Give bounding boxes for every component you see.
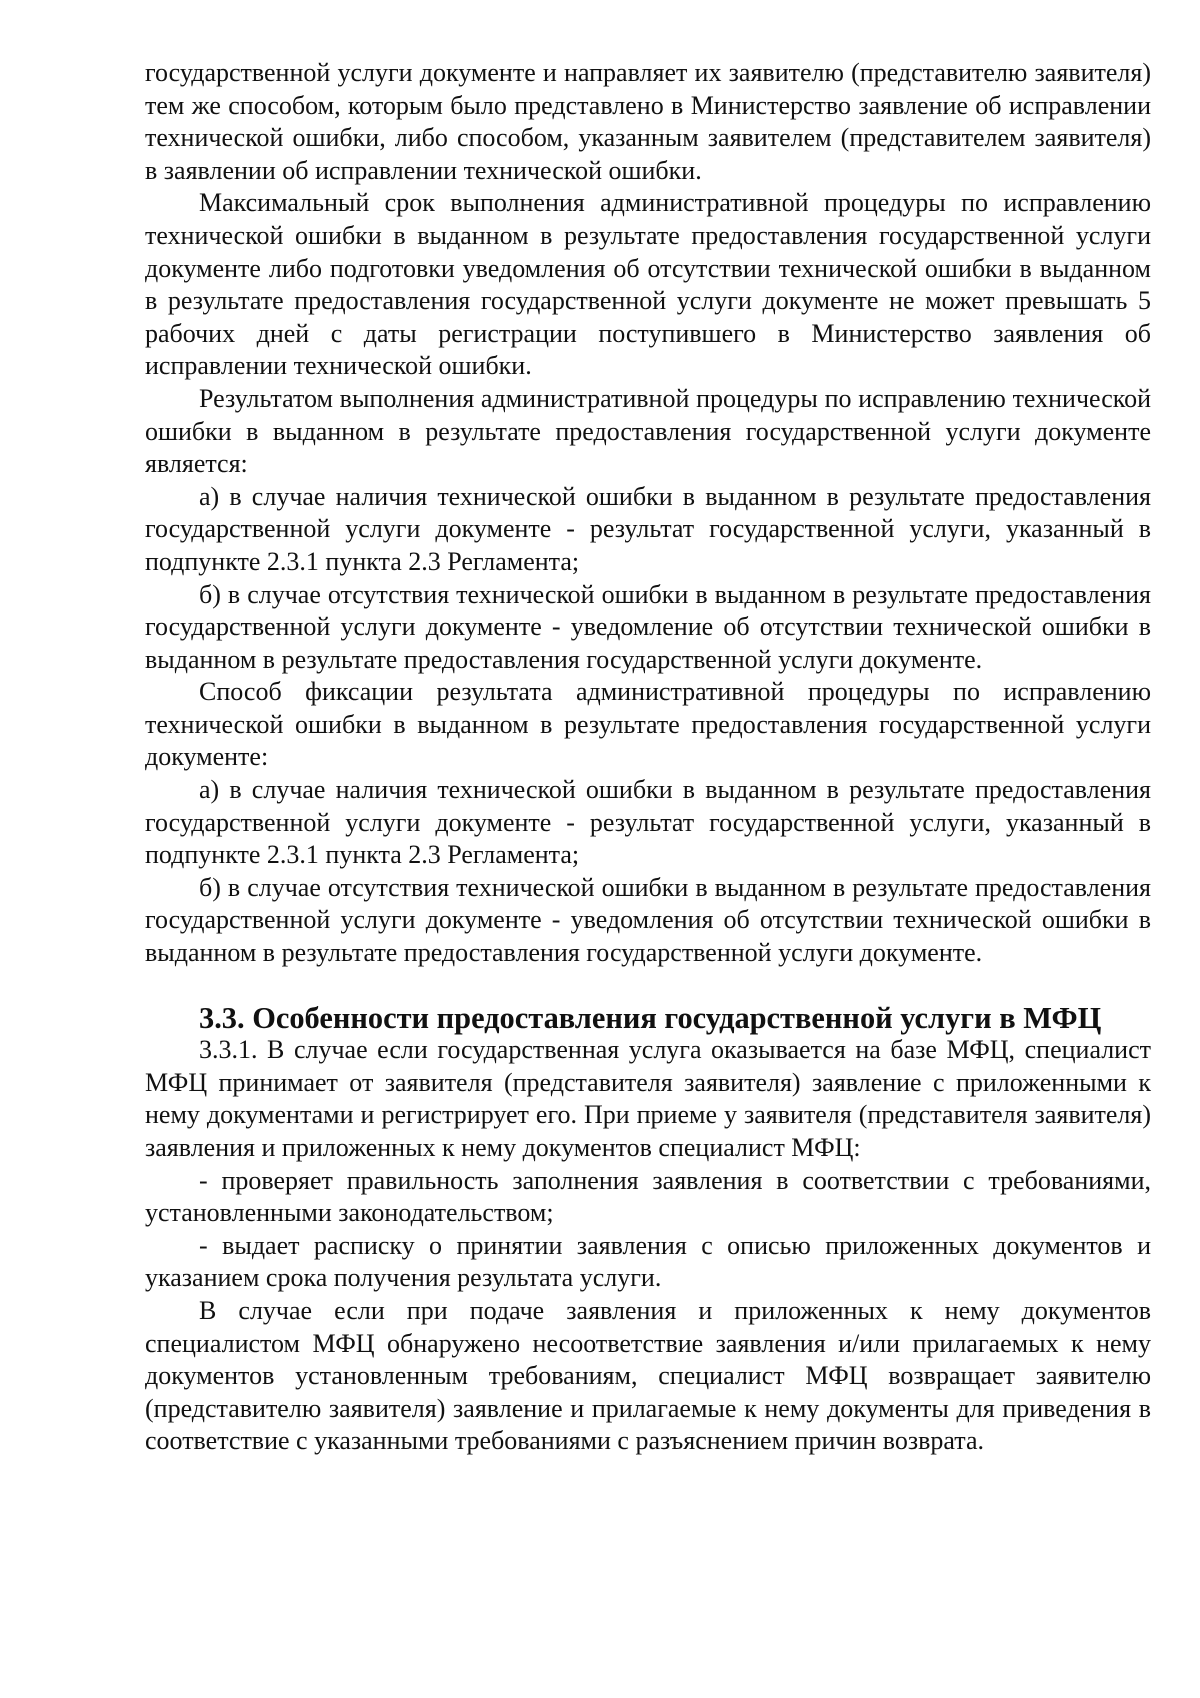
list-item-checks: - проверяет правильность заполнения заявления в соответствии с требованиями, установленными законодательством;: [145, 1165, 1151, 1228]
list-item-result-b: б) в случае отсутствия технической ошибки в выданном в результате предоставления государственной услуги документе - уведомление об отсутствии технической ошибки в выданном в результате предоставления государственной услуги документе.: [145, 579, 1151, 674]
document-body: [145, 57, 1151, 1458]
paragraph-return: В случае если при подаче заявления и приложенных к нему документов специалистом МФЦ обнаружено несоответствие заявления и/или прилагаемых к нему документов установленным требованиям, специалист МФЦ возвращает заявителю (представителю заявителя) заявление и прилагаемые к нему документы для приведения в соответствие с указанными требованиями с разъяснением причин возврата.: [145, 1295, 1151, 1456]
paragraph-result: Результатом выполнения административной процедуры по исправлению технической ошибки в выданном в результате предоставления государственной услуги документе является:: [145, 383, 1151, 479]
list-item-fixation-b: б) в случае отсутствия технической ошибки в выданном в результате предоставления государственной услуги документе - уведомления об отсутствии технической ошибки в выданном в результате предоставления государственной услуги документе.: [145, 872, 1151, 968]
paragraph-continuation: государственной услуги документе и направляет их заявителю (представителю заявителя) тем же способом, которым было представлено в Министерство заявление об исправлении технической ошибки, либо способом, указанным заявителем (представителем заявителя) в заявлении об исправлении технической ошибки.: [145, 58, 1151, 185]
list-item-receipt: - выдает расписку о принятии заявления с описью приложенных документов и указанием срока получения результата услуги.: [145, 1230, 1151, 1293]
list-item-result-a: а) в случае наличия технической ошибки в выданном в результате предоставления государственной услуги документе - результат государственной услуги, указанный в подпункте 2.3.1 пункта 2.3 Регламента;: [145, 481, 1151, 576]
paragraph-fixation-method: Способ фиксации результата административной процедуры по исправлению технической ошибки в выданном в результате предоставления государственной услуги документе:: [145, 677, 1151, 772]
section-heading: 3.3. Особенности предоставления государственной услуги в МФЦ: [199, 1000, 1102, 1035]
list-item-fixation-a: а) в случае наличия технической ошибки в выданном в результате предоставления государственной услуги документе - результат государственной услуги, указанный в подпункте 2.3.1 пункта 2.3 Регламента;: [145, 775, 1151, 870]
paragraph-max-term: Максимальный срок выполнения административной процедуры по исправлению технической ошибки в выданном в результате предоставления государственной услуги документе либо подготовки уведомления об отсутствии технической ошибки в выданном в результате предоставления государственной услуги документе не может превышать 5 рабочих дней с даты регистрации поступившего в Министерство заявления об исправлении технической ошибки.: [145, 188, 1151, 381]
paragraph-3-3-1: 3.3.1. В случае если государственная услуга оказывается на базе МФЦ, специалист МФЦ принимает от заявителя (представителя заявителя) заявление с приложенными к нему документами и регистрирует его. При приеме у заявителя (представителя заявителя) заявления и приложенных к нему документов специалист МФЦ:: [145, 1035, 1151, 1162]
